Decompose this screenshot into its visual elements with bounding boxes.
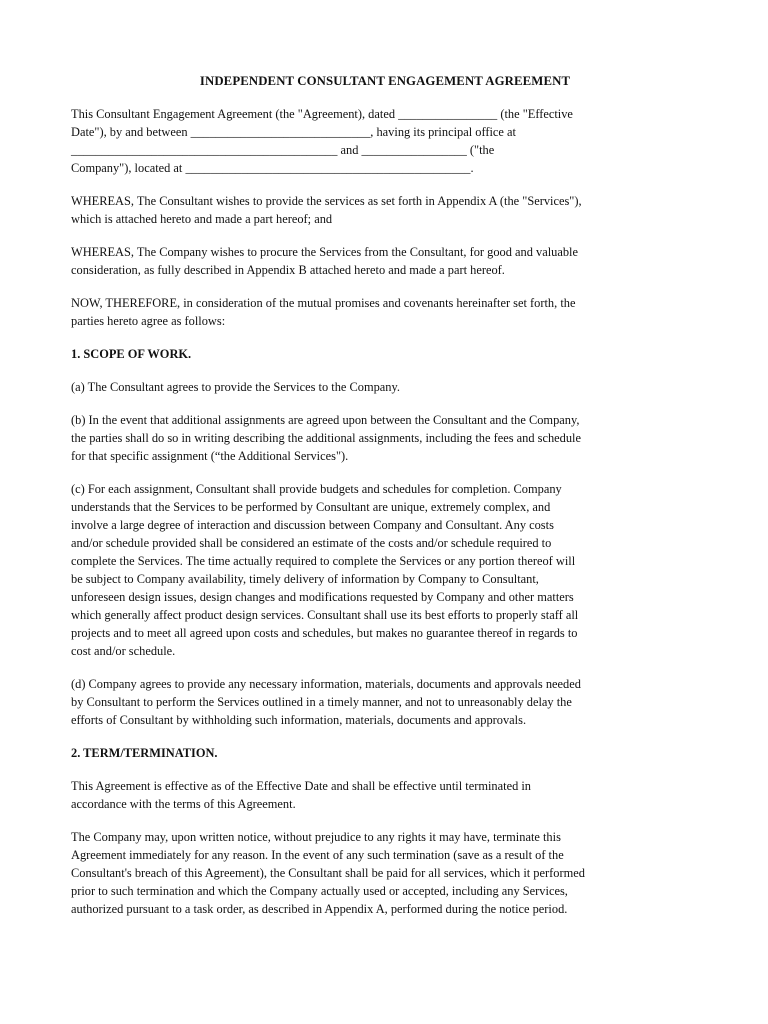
termination-line: authorized pursuant to a task order, as described in Appendix A, performed during the notice period. <box>71 902 568 916</box>
clause-line: and/or schedule provided shall be considered an estimate of the costs and/or schedule required to <box>71 536 552 550</box>
term-line: accordance with the terms of this Agreement. <box>71 797 296 811</box>
termination-line: The Company may, upon written notice, without prejudice to any rights it may have, terminate this <box>71 830 561 844</box>
now-therefore-line: parties hereto agree as follows: <box>71 314 226 328</box>
whereas-line: WHEREAS, The Company wishes to procure the Services from the Consultant, for good and valuable <box>71 245 578 259</box>
clause-line: (a) The Consultant agrees to provide the Services to the Company. <box>71 380 400 394</box>
scope-clause-b <box>71 411 699 465</box>
now-therefore-line: NOW, THEREFORE, in consideration of the mutual promises and covenants hereinafter set forth, the <box>71 296 576 310</box>
clause-line: involve a large degree of interaction and discussion between Company and Consultant. Any costs <box>71 518 554 532</box>
whereas-line: consideration, as fully described in Appendix B attached hereto and made a part hereof. <box>71 263 505 277</box>
clause-line: unforeseen design issues, design changes and modifications requested by Company and other matters <box>71 590 574 604</box>
clause-line: (c) For each assignment, Consultant shall provide budgets and schedules for completion. Company <box>71 482 562 496</box>
section-heading-term-termination: 2. TERM/TERMINATION. <box>71 746 218 760</box>
now-therefore-paragraph <box>71 294 699 330</box>
intro-line: Date"), by and between _____________________________, having its principal office at <box>71 125 516 139</box>
clause-line: cost and/or schedule. <box>71 644 176 658</box>
clause-line: which generally affect product design services. Consultant shall use its best efforts to properly staff all <box>71 608 579 622</box>
clause-line: (d) Company agrees to provide any necessary information, materials, documents and approvals needed <box>71 677 581 691</box>
termination-paragraph <box>71 828 699 918</box>
termination-line: Agreement immediately for any reason. In the event of any such termination (save as a result of the <box>71 848 564 862</box>
clause-line: projects and to meet all agreed upon costs and schedules, but makes no guarantee thereof in regards to <box>71 626 578 640</box>
intro-line: This Consultant Engagement Agreement (the "Agreement), dated ________________ (the "Effective <box>71 107 573 121</box>
whereas-company-paragraph <box>71 243 699 279</box>
clause-line: complete the Services. The time actually required to complete the Services or any portion thereof will <box>71 554 576 568</box>
clause-line: be subject to Company availability, timely delivery of information by Company to Consultant, <box>71 572 539 586</box>
term-paragraph <box>71 777 699 813</box>
scope-clause-a <box>71 378 699 396</box>
clause-line: for that specific assignment (“the Additional Services"). <box>71 449 349 463</box>
clause-line: efforts of Consultant by withholding such information, materials, documents and approvals. <box>71 713 527 727</box>
clause-line: by Consultant to perform the Services outlined in a timely manner, and not to unreasonably delay the <box>71 695 572 709</box>
clause-line: the parties shall do so in writing describing the additional assignments, including the fees and schedule <box>71 431 581 445</box>
whereas-line: WHEREAS, The Consultant wishes to provide the services as set forth in Appendix A (the "Services"), <box>71 194 582 208</box>
termination-line: Consultant's breach of this Agreement), the Consultant shall be paid for all services, which it performed <box>71 866 585 880</box>
document-title: INDEPENDENT CONSULTANT ENGAGEMENT AGREEMENT <box>199 74 571 88</box>
whereas-line: which is attached hereto and made a part hereof; and <box>71 212 333 226</box>
section-heading-scope-of-work: 1. SCOPE OF WORK. <box>71 347 192 361</box>
whereas-consultant-paragraph <box>71 192 699 228</box>
scope-clause-c <box>71 480 699 660</box>
clause-line: (b) In the event that additional assignments are agreed upon between the Consultant and the Company, <box>71 413 580 427</box>
document-body <box>71 72 699 933</box>
intro-line: Company"), located at ______________________________________________. <box>71 161 474 175</box>
intro-paragraph <box>71 105 699 177</box>
scope-clause-d <box>71 675 699 729</box>
intro-line: ___________________________________________ and _________________ ("the <box>71 143 495 157</box>
termination-line: prior to such termination and which the Company actually used or accepted, including any Services, <box>71 884 568 898</box>
term-line: This Agreement is effective as of the Effective Date and shall be effective until terminated in <box>71 779 532 793</box>
clause-line: understands that the Services to be performed by Consultant are unique, extremely complex, and <box>71 500 551 514</box>
